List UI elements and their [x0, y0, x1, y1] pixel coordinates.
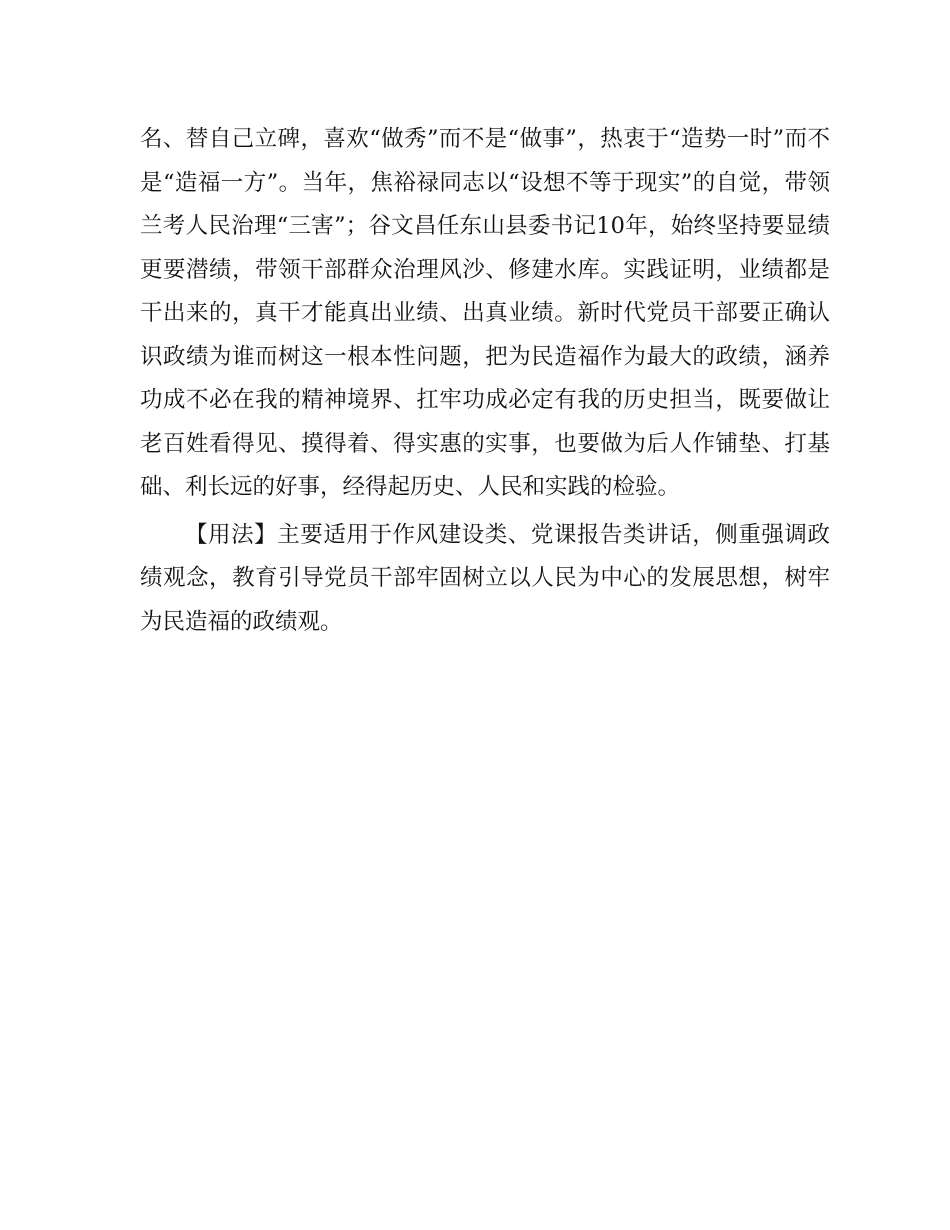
body-text [140, 118, 830, 644]
paragraph-usage: 【用法】主要适用于作风建设类、党课报告类讲话，侧重强调政绩观念，教育引导党员干部牢固树立以人民为中心的发展思想，树牢为民造福的政绩观。 [140, 521, 830, 635]
paragraph-continuation: 名、替自己立碑，喜欢“做秀”而不是“做事”，热衷于“造势一时”而不是“造福一方”。当年，焦裕禄同志以“设想不等于现实”的自觉，带领兰考人民治理“三害”；谷文昌任东山县委书记10年，始终坚持要显绩更要潜绩，带领干部群众治理风沙、修建水库。实践证明，业绩都是干出来的，真干才能真出业绩、出真业绩。新时代党员干部要正确认识政绩为谁而树这一根本性问题，把为民造福作为最大的政绩，涵养功成不必在我的精神境界、扛牢功成必定有我的历史担当，既要做让老百姓看得见、摸得着、得实惠的实事，也要做为后人作铺垫、打基础、利长远的好事，经得起历史、人民和实践的检验。 [140, 126, 830, 500]
